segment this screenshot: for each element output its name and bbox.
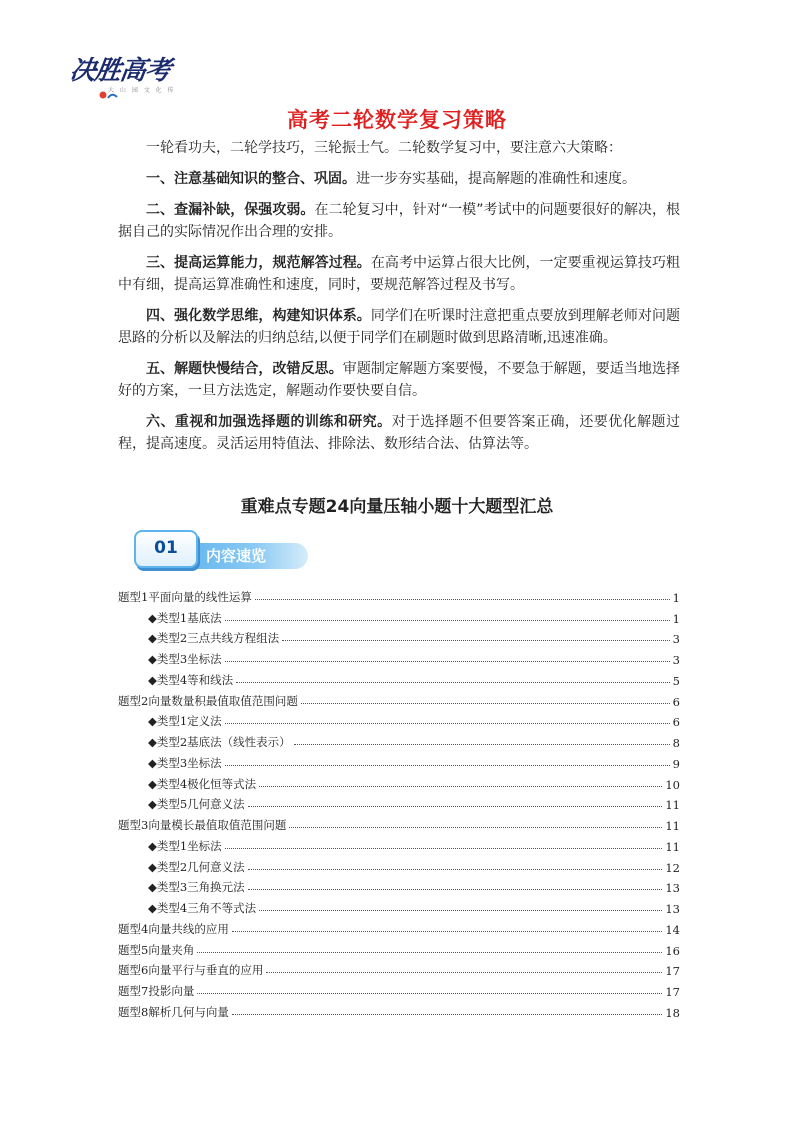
toc-page-number: 6 [672, 715, 680, 730]
toc-leader-dots [289, 827, 662, 828]
strategy-paragraph [118, 358, 680, 402]
toc-leader-dots [266, 972, 662, 973]
toc-page-number: 9 [672, 756, 680, 771]
logo-subtext: 大 山 园 文 化 传 [108, 87, 176, 94]
toc-item[interactable] [118, 937, 680, 958]
toc-leader-dots [248, 889, 663, 890]
toc-label: ◆类型3三角换元法 [148, 880, 245, 895]
toc-leader-dots [282, 640, 670, 641]
page-title: 高考二轮数学复习策略 [287, 108, 507, 132]
toc-label: ◆类型1坐标法 [148, 838, 222, 853]
toc-page-number: 17 [665, 964, 680, 979]
toc-item[interactable] [118, 958, 680, 979]
toc-leader-dots [225, 723, 670, 724]
toc-page-number: 8 [672, 736, 680, 750]
strategy-heading: 五、解题快慢结合，改错反思。 [146, 361, 343, 377]
toc-label: 题型7投影向量 [118, 984, 195, 998]
toc-label: ◆类型1基底法 [148, 610, 222, 625]
section-banner [120, 530, 310, 572]
strategy-heading: 六、重视和加强选择题的训练和研究。 [146, 414, 392, 430]
toc-subitem[interactable] [118, 709, 680, 730]
strategy-heading: 三、提高运算能力，规范解答过程。 [146, 255, 371, 271]
toc-page-number: 1 [672, 611, 680, 626]
toc-subitem[interactable] [118, 792, 680, 813]
toc-label: 题型2向量数量积最值取值范围问题 [118, 693, 298, 708]
toc-item[interactable] [118, 812, 680, 833]
toc-subitem[interactable] [118, 771, 680, 792]
toc-page-number: 12 [665, 860, 680, 875]
strategy-paragraph [118, 305, 680, 349]
document-subtitle: 重难点专题24向量压轴小题十大题型汇总 [240, 497, 554, 517]
toc-label: ◆类型4极化恒等式法 [148, 776, 257, 791]
toc-label: ◆类型3坐标法 [148, 755, 222, 770]
toc-label: 题型4向量共线的应用 [118, 921, 229, 936]
toc-leader-dots [248, 806, 663, 807]
toc-label: 题型1平面向量的线性运算 [118, 589, 252, 604]
toc-leader-dots [232, 931, 663, 932]
strategy-text: 同学们在听课时注意把重点要放到理解老师对问题思路的分析以及解法的归纳总结,以便于同学们在刷题时做到思路清晰,迅速准确。 [118, 308, 681, 346]
toc-page-number: 11 [665, 798, 680, 813]
strategy-paragraph [118, 252, 680, 296]
toc-page-number: 6 [672, 694, 680, 709]
toc-page-number: 14 [665, 922, 680, 937]
toc-subitem[interactable] [118, 895, 680, 916]
toc-label: ◆类型2几何意义法 [148, 859, 245, 874]
toc-leader-dots [232, 1014, 663, 1015]
toc-label: ◆类型2基底法（线性表示） [148, 735, 291, 749]
toc-item[interactable] [118, 999, 680, 1020]
toc-leader-dots [259, 786, 662, 787]
toc-subitem[interactable] [118, 626, 680, 647]
toc-item[interactable] [118, 916, 680, 937]
toc-label: ◆类型1定义法 [148, 714, 222, 729]
toc-leader-dots [236, 682, 670, 683]
toc-subitem[interactable] [118, 605, 680, 626]
toc-label: 题型6向量平行与垂直的应用 [118, 963, 264, 978]
toc-leader-dots [294, 744, 670, 745]
toc-page-number: 11 [665, 819, 680, 833]
toc-leader-dots [259, 910, 662, 911]
toc-leader-dots [225, 661, 670, 662]
toc-label: ◆类型4等和线法 [148, 672, 234, 687]
toc-subitem[interactable] [118, 667, 680, 688]
strategy-heading: 一、注意基础知识的整合、巩固。 [146, 171, 356, 187]
toc-label: 题型3向量模长最值取值范围问题 [118, 818, 287, 832]
toc-leader-dots [197, 952, 662, 953]
toc-item[interactable] [118, 978, 680, 999]
toc-page-number: 10 [665, 777, 680, 792]
toc-label: ◆类型4三角不等式法 [148, 901, 257, 915]
toc-item[interactable] [118, 688, 680, 709]
toc-leader-dots [255, 599, 670, 600]
toc-item[interactable] [118, 584, 680, 605]
toc-label: 题型5向量夹角 [118, 942, 195, 957]
toc-subitem[interactable] [118, 729, 680, 750]
logo-text: 决胜高考 [67, 56, 173, 86]
section-label: 内容速览 [206, 547, 267, 565]
toc-page-number: 5 [672, 673, 680, 688]
toc-label: ◆类型5几何意义法 [148, 797, 245, 812]
intro-paragraph: 一轮看功夫，二轮学技巧，三轮振士气。二轮数学复习中，要注意六大策略： [146, 140, 622, 156]
toc-page-number: 11 [665, 839, 680, 854]
strategy-paragraph [118, 411, 680, 455]
strategy-text: 在高考中运算占很大比例，一定要重视运算技巧粗中有细，提高运算准确性和速度，同时，要规范解答过程及书写。 [118, 255, 681, 293]
strategy-paragraph [118, 168, 680, 190]
toc-leader-dots [225, 620, 670, 621]
toc-page-number: 3 [672, 632, 680, 647]
logo-mark-icon [98, 90, 118, 100]
toc-leader-dots [248, 869, 663, 870]
strategy-content [118, 137, 680, 464]
toc-subitem[interactable] [118, 833, 680, 854]
toc-leader-dots [197, 993, 662, 994]
toc-page-number: 3 [672, 653, 680, 667]
strategy-heading: 二、查漏补缺，保强攻弱。 [146, 202, 315, 218]
toc-page-number: 13 [665, 881, 680, 896]
toc-page-number: 16 [665, 943, 680, 958]
section-number: 01 [154, 538, 178, 558]
toc-page-number: 1 [672, 590, 680, 605]
brand-logo [67, 56, 190, 104]
strategy-text: 对于选择题不但要答案正确，还要优化解题过程，提高速度。灵活运用特值法、排除法、数形结合法、估算法等。 [118, 414, 681, 452]
strategy-text: 进一步夯实基础，提高解题的准确性和速度。 [356, 171, 636, 187]
strategy-text: 在二轮复习中，针对“一模”考试中的问题要很好的解决，根据自己的实际情况作出合理的安排。 [118, 202, 680, 240]
toc-subitem[interactable] [118, 875, 680, 896]
toc-subitem[interactable] [118, 646, 680, 667]
toc-label: ◆类型3坐标法 [148, 652, 222, 666]
strategy-text: 审题制定解题方案要慢，不要急于解题，要适当地选择好的方案，一旦方法选定，解题动作要快要自信。 [118, 361, 681, 399]
toc-label: ◆类型2三点共线方程组法 [148, 631, 280, 646]
toc-page-number: 13 [665, 902, 680, 916]
toc-subitem[interactable] [118, 854, 680, 875]
toc-leader-dots [225, 765, 670, 766]
toc-subitem[interactable] [118, 750, 680, 771]
table-of-contents [118, 584, 680, 1020]
toc-page-number: 17 [665, 985, 680, 999]
toc-page-number: 18 [665, 1005, 680, 1020]
toc-label: 题型8解析几何与向量 [118, 1004, 229, 1019]
strategy-paragraph [118, 199, 680, 243]
toc-leader-dots [225, 848, 663, 849]
strategy-heading: 四、强化数学思维，构建知识体系。 [146, 308, 371, 324]
toc-leader-dots [301, 703, 670, 704]
